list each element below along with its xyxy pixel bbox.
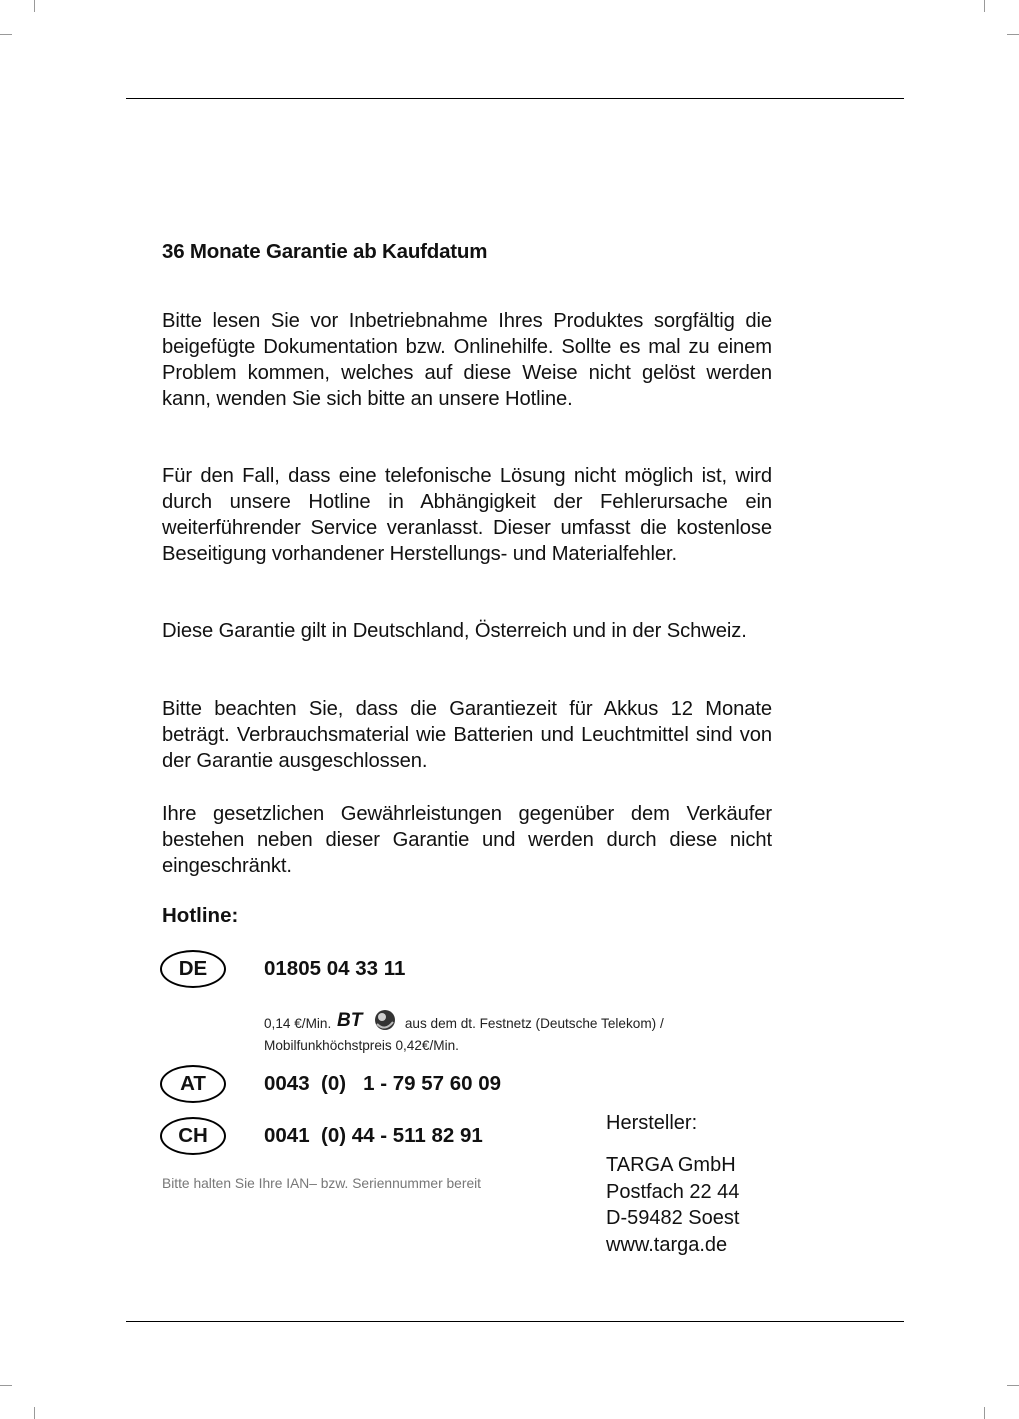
rate-prefix: 0,14 €/Min. <box>264 1016 332 1031</box>
crop-mark <box>0 1385 12 1386</box>
de-rate-note <box>264 1008 664 1055</box>
crop-mark <box>984 1407 985 1419</box>
paragraph-warranty-rights: Ihre gesetzlichen Gewährleistungen gegenüber dem Verkäufer bestehen neben dieser Garantie und werden durch diese nicht eingeschränkt. <box>162 803 772 877</box>
manufacturer-address <box>606 1152 739 1258</box>
top-rule <box>126 98 904 99</box>
crop-mark <box>34 0 35 12</box>
bottom-rule <box>126 1321 904 1322</box>
paragraph-service: Für den Fall, dass eine telefonische Lösung nicht möglich ist, wird durch unsere Hotline in Abhängigkeit der Fehlerursache ein weiterführender Service veranlasst. Dieser umfasst die kostenlose Beseitigung vorhandener Herstellungs- und Materialfehler. <box>162 465 772 565</box>
hotline-title: Hotline: <box>162 904 239 927</box>
manufacturer-name: TARGA GmbH <box>606 1154 736 1176</box>
manufacturer-label: Hersteller: <box>606 1112 698 1134</box>
manufacturer-city: D-59482 Soest <box>606 1207 740 1229</box>
rate-suffix: aus dem dt. Festnetz (Deutsche Telekom) / <box>404 1016 664 1031</box>
serial-number-note: Bitte halten Sie Ihre IAN– bzw. Seriennummer bereit <box>162 1176 482 1191</box>
crop-mark <box>0 34 12 35</box>
crop-mark <box>1007 1385 1019 1386</box>
svg-text:BT: BT <box>337 1010 363 1031</box>
crop-mark <box>1007 34 1019 35</box>
rate-mobile: Mobilfunkhöchstpreis 0,42€/Min. <box>264 1038 459 1053</box>
crop-mark <box>984 0 985 12</box>
manufacturer-street: Postfach 22 44 <box>606 1180 740 1203</box>
phone-number-at: 0043 (0) 1 - 79 57 60 09 <box>264 1072 502 1095</box>
phone-number-ch: 0041 (0) 44 - 511 82 91 <box>264 1124 483 1147</box>
country-badge-at: AT <box>160 1065 226 1103</box>
paragraph-intro: Bitte lesen Sie vor Inbetriebnahme Ihres Produktes sorgfältig die beigefügte Dokumentation bzw. Onlinehilfe. Sollte es mal zu einem Problem kommen, welches auf diese Weise nicht gelöst werden kann, wenden Sie sich bitte an unsere Hotline. <box>162 310 772 410</box>
crop-mark <box>34 1407 35 1419</box>
phone-number-de: 01805 04 33 11 <box>264 957 406 980</box>
paragraph-countries: Diese Garantie gilt in Deutschland, Österreich und in der Schweiz. <box>162 620 747 642</box>
page-title: 36 Monate Garantie ab Kaufdatum <box>162 240 488 263</box>
country-badge-ch: CH <box>160 1117 226 1155</box>
bt-logo-icon <box>337 1008 399 1037</box>
manufacturer-web: www.targa.de <box>606 1233 728 1256</box>
paragraph-batteries: Bitte beachten Sie, dass die Garantiezeit für Akkus 12 Monate beträgt. Verbrauchsmaterial wie Batterien und Leuchtmittel sind von der Garantie ausgeschlossen. <box>162 698 772 772</box>
country-badge-de: DE <box>160 950 226 988</box>
